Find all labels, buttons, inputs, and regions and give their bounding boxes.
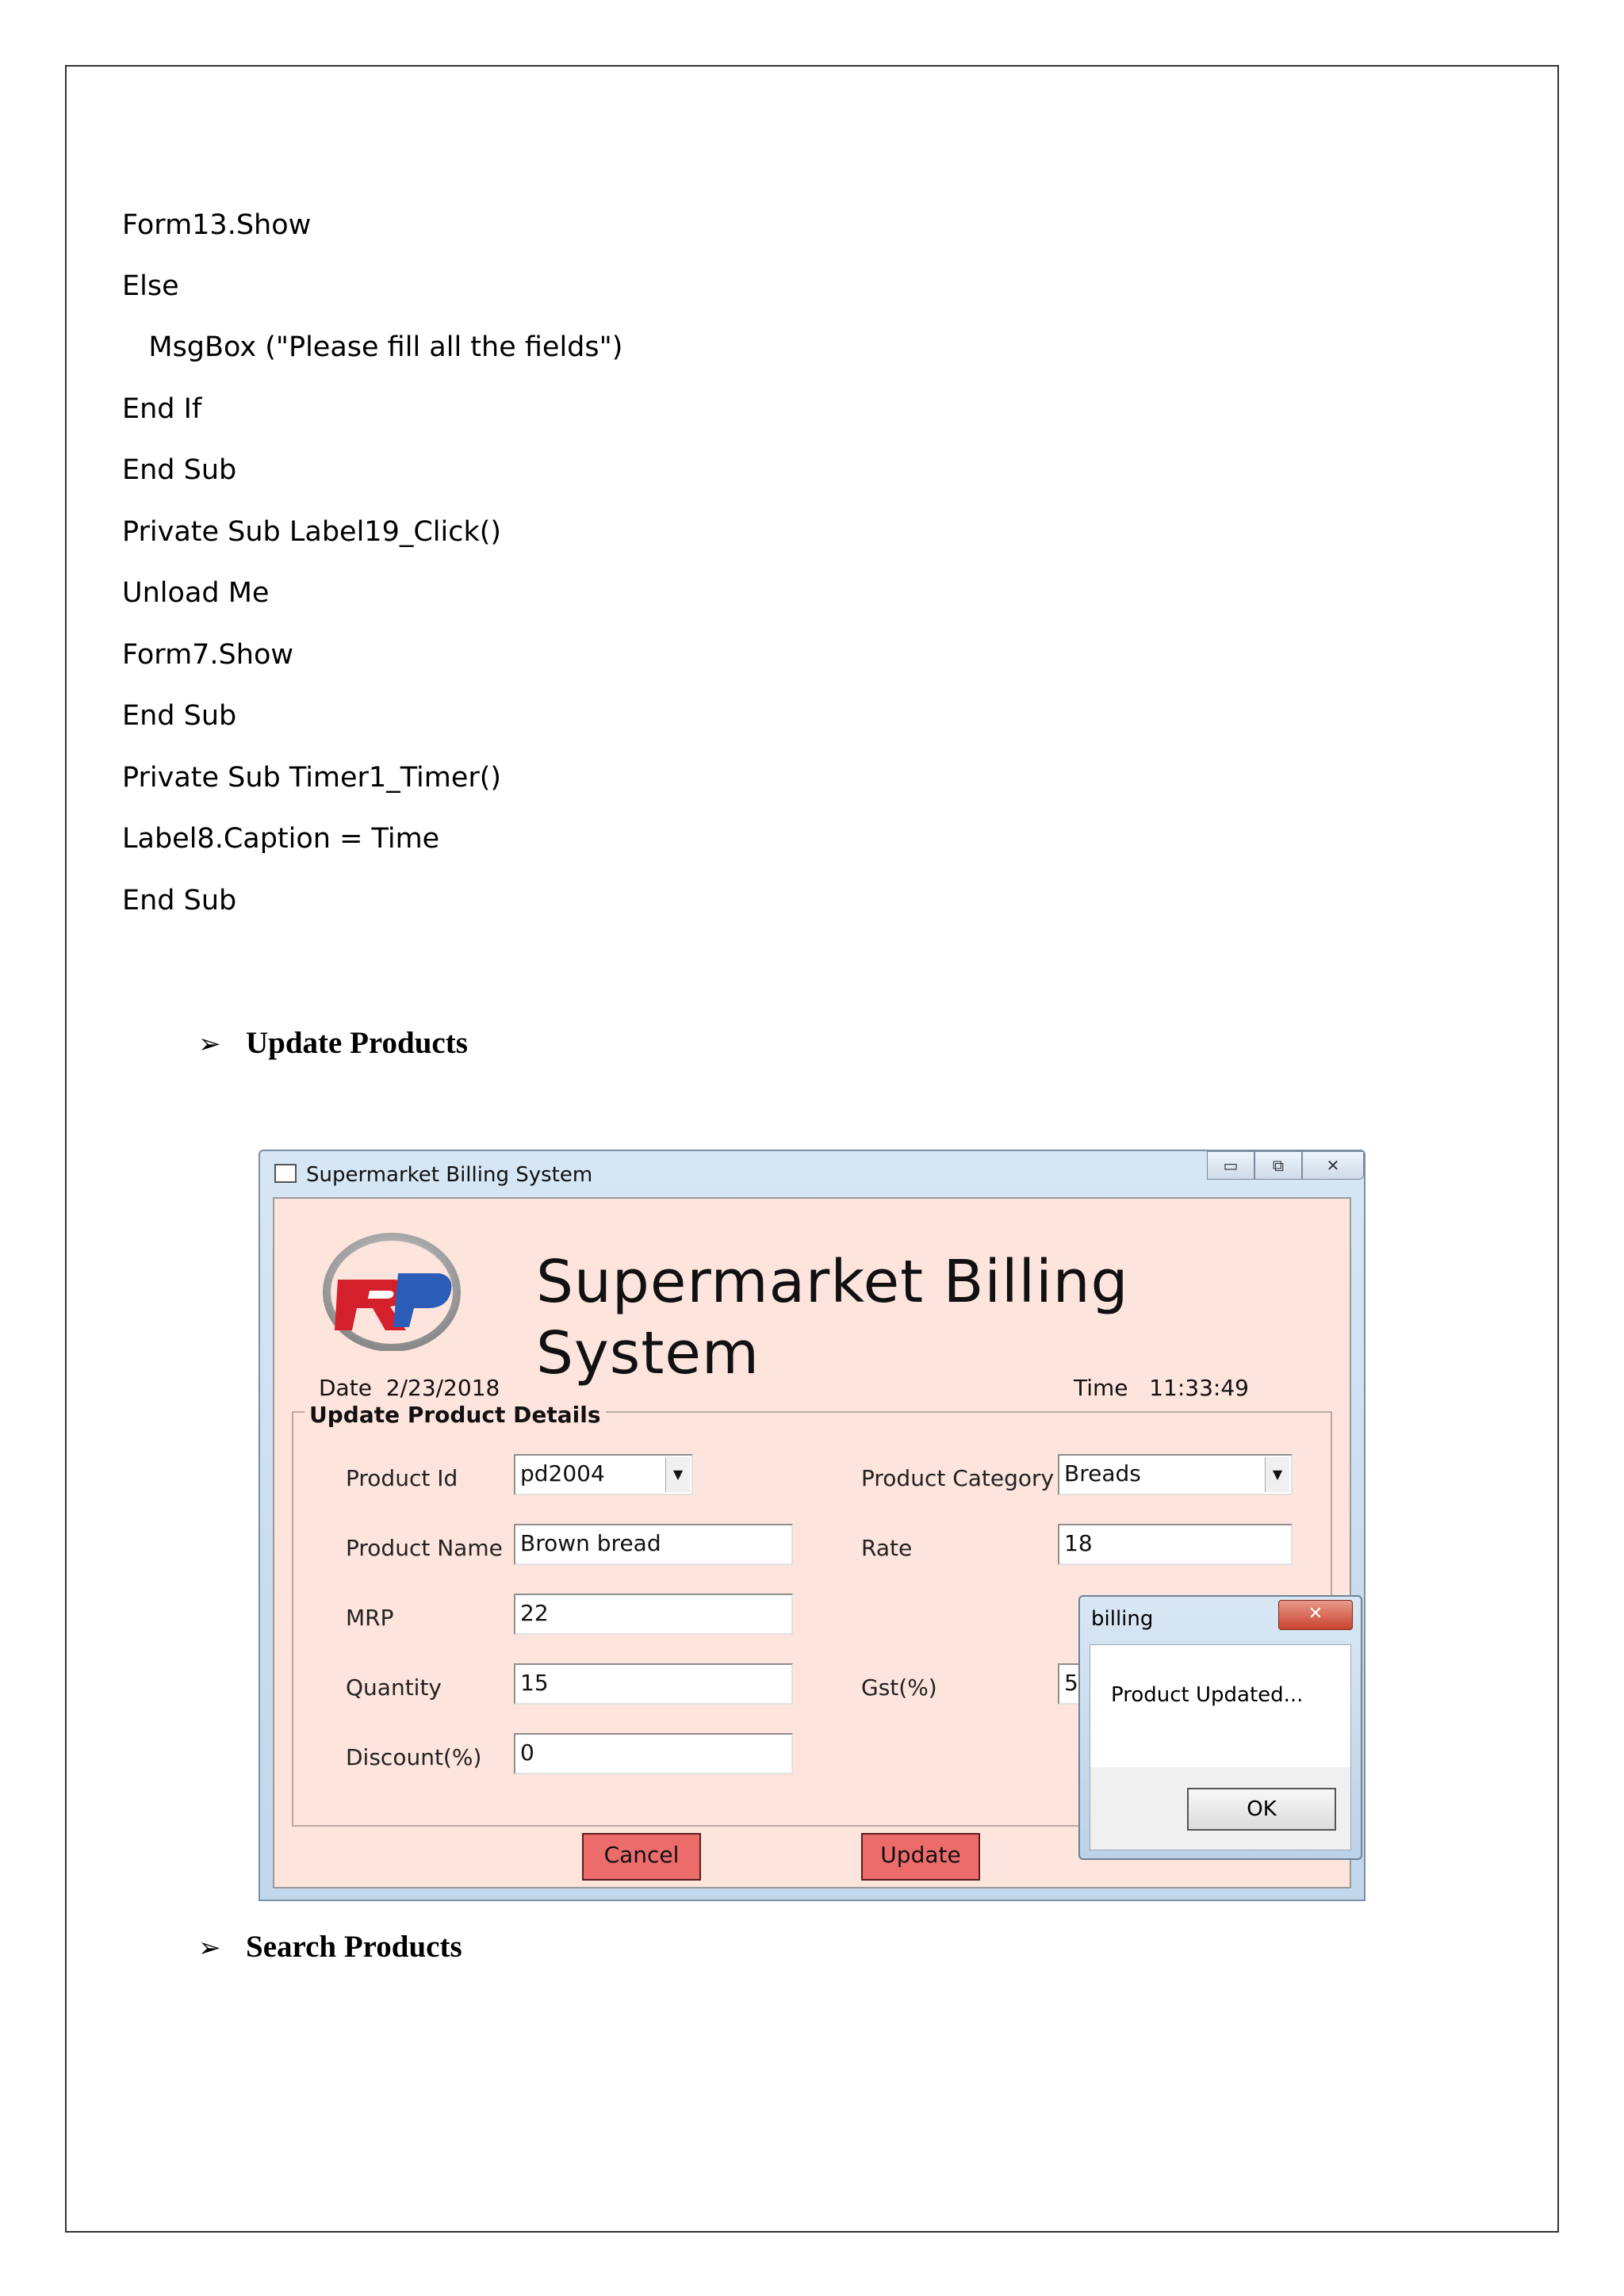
code-line: Private Sub Label19_Click() [122,516,502,548]
gst-label: Gst(%) [861,1674,937,1701]
code-line: Form7.Show [122,639,293,671]
cancel-button[interactable]: Cancel [582,1833,701,1881]
code-line: End If [122,393,202,425]
arrow-bullet-icon: ➢ [198,1932,221,1964]
message-box-footer [1090,1767,1350,1850]
product-id-label: Product Id [346,1465,458,1491]
window-title-bar: Supermarket Billing System [274,1158,592,1192]
quantity-label: Quantity [346,1674,442,1701]
quantity-input[interactable]: 15 [514,1663,793,1705]
section-heading-update-products: ➢ Update Products [198,1024,468,1063]
code-line: End Sub [122,700,237,732]
update-button[interactable]: Update [861,1833,980,1881]
message-box-body [1090,1644,1351,1850]
close-button[interactable]: ✕ [1302,1151,1364,1180]
section-heading-search-products: ➢ Search Products [198,1928,462,1967]
code-line: Form13.Show [122,209,312,241]
rate-label: Rate [861,1535,913,1561]
message-box-close-button[interactable]: ✕ [1278,1600,1353,1630]
dropdown-arrow-icon[interactable]: ▼ [665,1457,690,1492]
code-line: MsgBox ("Please fill all the fields") [122,331,623,363]
time-display: Time 11:33:49 [1074,1375,1249,1401]
ok-button[interactable]: OK [1187,1788,1336,1831]
message-box-title: billing [1091,1607,1154,1631]
app-heading: Supermarket Billing System [536,1248,1129,1387]
app-window [259,1150,1365,1901]
code-line: End Sub [122,454,237,486]
product-id-combo[interactable]: pd2004 ▼ [514,1454,693,1495]
groupbox-title: Update Product Details [304,1402,606,1428]
product-name-label: Product Name [346,1535,503,1561]
message-box-dialog [1078,1595,1362,1860]
code-line: Unload Me [122,577,270,609]
gst-input[interactable]: 5 [1058,1663,1293,1705]
arrow-bullet-icon: ➢ [198,1028,221,1060]
code-line: End Sub [122,885,237,916]
product-category-combo[interactable]: Breads ▼ [1058,1454,1293,1495]
mrp-input[interactable]: 22 [514,1594,793,1635]
code-line: Label8.Caption = Time [122,823,440,855]
maximize-button[interactable]: ⧉ [1254,1151,1302,1180]
code-line: Private Sub Timer1_Timer() [122,762,502,794]
discount-input[interactable]: 0 [514,1733,793,1774]
date-display: Date 2/23/2018 [319,1375,500,1401]
page-border [65,65,1559,2233]
product-category-label: Product Category [861,1465,1055,1491]
message-box-text: Product Updated... [1111,1683,1304,1707]
minimize-button[interactable]: ▭ [1207,1151,1254,1180]
rate-input[interactable]: 18 [1058,1524,1293,1565]
discount-label: Discount(%) [346,1744,482,1770]
window-controls [1207,1151,1364,1181]
mrp-label: MRP [346,1605,394,1631]
dropdown-arrow-icon[interactable]: ▼ [1265,1457,1289,1492]
product-name-input[interactable]: Brown bread [514,1524,793,1565]
window-app-icon [274,1164,297,1183]
code-line: Else [122,270,179,302]
rp-logo-icon [322,1232,462,1351]
